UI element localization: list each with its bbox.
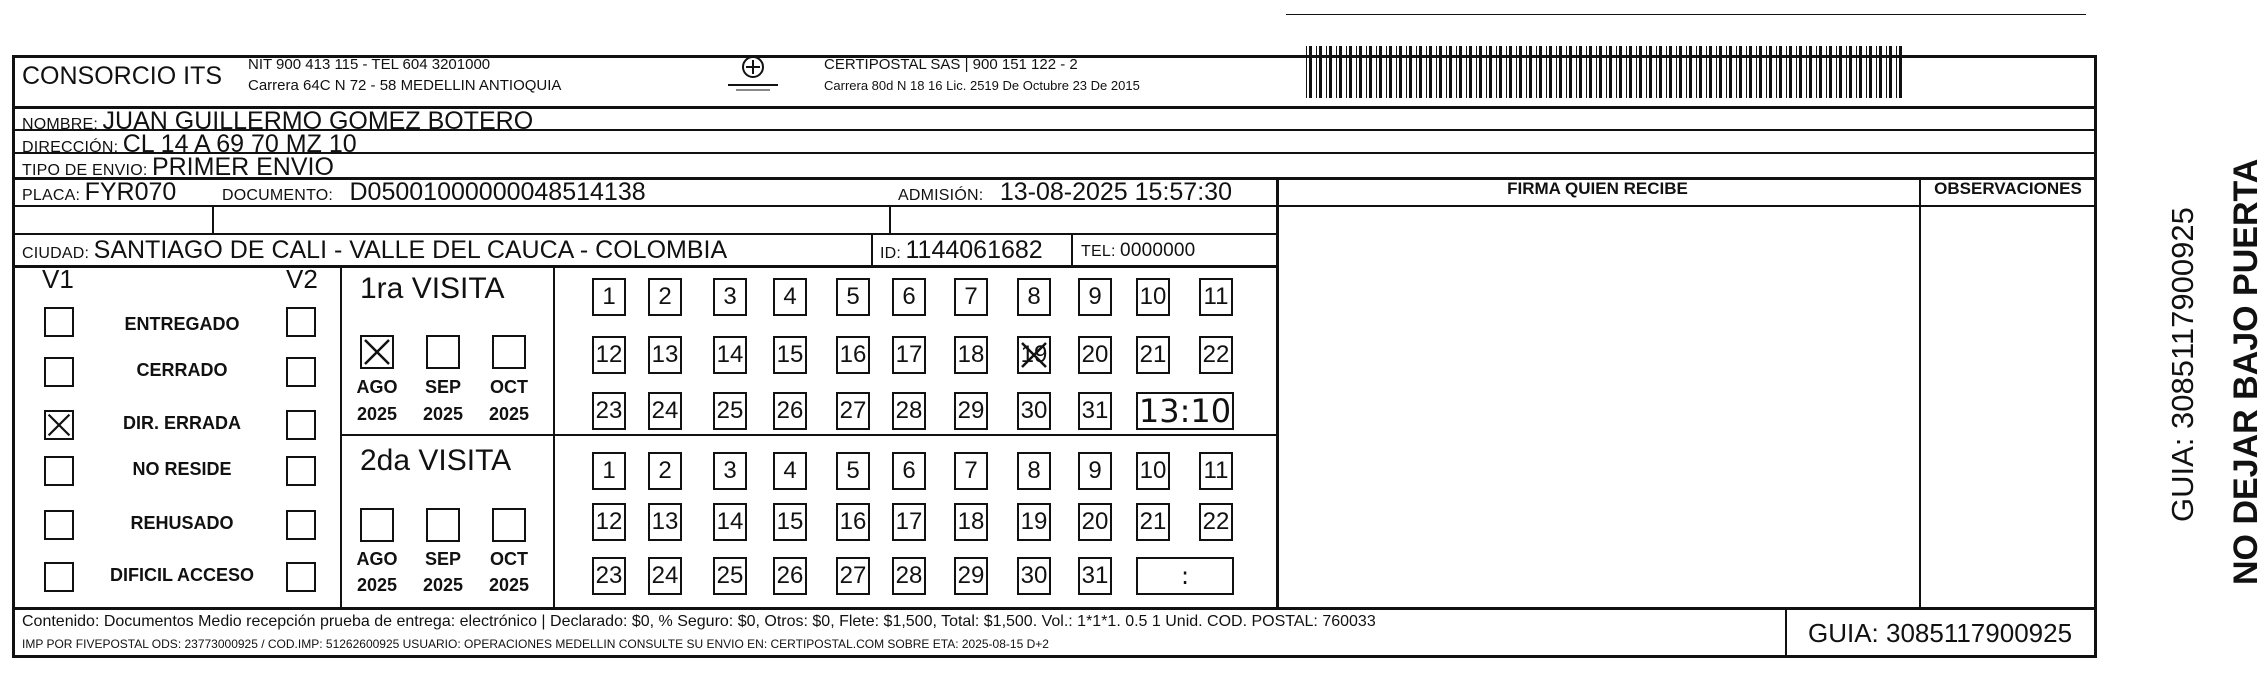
v1-checkbox[interactable]	[44, 307, 74, 337]
day-number: 9	[1088, 457, 1102, 484]
name-label: NOMBRE:	[22, 116, 99, 133]
v1-checkbox[interactable]	[44, 562, 74, 592]
v2-checkbox[interactable]	[286, 307, 316, 337]
day-checkbox[interactable]	[713, 503, 747, 541]
tel-value: 0000000	[1120, 240, 1196, 261]
day-number: 5	[846, 283, 860, 310]
day-checkbox[interactable]	[773, 336, 807, 374]
v2-checkbox[interactable]	[286, 510, 316, 540]
footer-imp: IMP POR FIVEPOSTAL ODS: 23773000925 / COD.IMP: 51262600925 USUARIO: OPERACIONES MEDELLIN CONSULTE SU ENVIO EN: CERTIPOSTAL.COM SOBRE ETA: 2025-08-15 D+2	[22, 637, 1049, 651]
day-checkbox[interactable]	[773, 278, 807, 316]
signature-area[interactable]	[1279, 207, 1917, 605]
day-number: 10	[1139, 457, 1167, 484]
year-label: 2025	[356, 575, 398, 595]
day-number: 9	[1088, 283, 1102, 310]
second-visit-time[interactable]: :	[1136, 557, 1234, 595]
tel-cell	[1081, 240, 1195, 262]
admission-value: 13-08-2025 15:57:30	[999, 178, 1232, 206]
month-checkbox[interactable]	[360, 335, 394, 369]
month-label: OCT	[490, 377, 528, 397]
day-checkbox[interactable]	[954, 392, 988, 430]
day-number: 20	[1081, 508, 1109, 535]
send-type-value: PRIMER ENVIO	[151, 153, 334, 181]
day-number: 3	[723, 283, 737, 310]
day-number: 29	[957, 562, 985, 589]
x-mark-icon	[46, 412, 72, 438]
day-number: 23	[595, 397, 623, 424]
day-checkbox[interactable]	[954, 503, 988, 541]
day-number: 19	[1020, 341, 1048, 368]
footer-guide: GUIA: 3085117900925	[1807, 618, 2073, 648]
send-type-label: TIPO DE ENVIO:	[22, 162, 148, 179]
day-checkbox[interactable]	[954, 278, 988, 316]
month-checkbox[interactable]	[426, 508, 460, 542]
day-checkbox[interactable]	[836, 557, 870, 595]
day-checkbox[interactable]	[648, 557, 682, 595]
day-number: 10	[1139, 283, 1167, 310]
carrier-license: Carrera 80d N 18 16 Lic. 2519 De Octubre 23 De 2015	[824, 78, 1140, 93]
day-checkbox[interactable]	[773, 557, 807, 595]
month-checkbox[interactable]	[426, 335, 460, 369]
day-number: 22	[1202, 341, 1230, 368]
day-checkbox[interactable]	[1136, 452, 1170, 490]
day-number: 30	[1020, 397, 1048, 424]
tel-label: TEL:	[1081, 243, 1116, 260]
day-number: 29	[957, 397, 985, 424]
day-checkbox[interactable]	[892, 557, 926, 595]
day-number: 27	[839, 397, 867, 424]
day-number: 26	[776, 562, 804, 589]
v2-checkbox[interactable]	[286, 456, 316, 486]
x-mark-icon	[362, 337, 392, 367]
day-number: 16	[839, 508, 867, 535]
day-number: 20	[1081, 341, 1109, 368]
day-number: 7	[964, 457, 978, 484]
day-checkbox[interactable]	[648, 278, 682, 316]
month-checkbox[interactable]	[360, 508, 394, 542]
day-number: 1	[602, 457, 616, 484]
day-number: 14	[716, 341, 744, 368]
day-number: 2	[658, 283, 672, 310]
day-checkbox[interactable]	[648, 503, 682, 541]
observations-area[interactable]	[1922, 207, 2095, 605]
day-checkbox[interactable]	[836, 392, 870, 430]
day-checkbox[interactable]	[592, 392, 626, 430]
day-checkbox[interactable]	[592, 452, 626, 490]
day-number: 31	[1081, 562, 1109, 589]
day-checkbox[interactable]	[1017, 503, 1051, 541]
day-checkbox[interactable]	[648, 336, 682, 374]
day-number: 22	[1202, 508, 1230, 535]
day-number: 28	[895, 562, 923, 589]
day-number: 13	[651, 341, 679, 368]
v2-checkbox[interactable]	[286, 562, 316, 592]
status-option-label: CERRADO	[136, 360, 228, 380]
day-checkbox[interactable]	[1136, 278, 1170, 316]
day-checkbox[interactable]	[892, 278, 926, 316]
day-number: 4	[783, 283, 797, 310]
day-checkbox[interactable]	[1078, 336, 1112, 374]
day-number: 17	[895, 341, 923, 368]
signature-header: FIRMA QUIEN RECIBE	[1507, 179, 1688, 198]
month-label: OCT	[490, 549, 528, 569]
address-label: DIRECCIÓN:	[22, 139, 119, 156]
day-number: 23	[595, 562, 623, 589]
id-label: ID:	[880, 245, 902, 262]
city-label: CIUDAD:	[22, 245, 90, 262]
company-address: Carrera 64C N 72 - 58 MEDELLIN ANTIOQUIA	[248, 77, 562, 94]
day-number: 3	[723, 457, 737, 484]
day-number: 8	[1027, 457, 1041, 484]
day-number: 8	[1027, 283, 1041, 310]
day-checkbox[interactable]	[892, 336, 926, 374]
month-label: AGO	[356, 549, 398, 569]
day-number: 4	[783, 457, 797, 484]
day-number: 13	[651, 508, 679, 535]
month-label: SEP	[424, 549, 462, 569]
day-number: 21	[1139, 508, 1167, 535]
day-checkbox[interactable]	[1017, 336, 1051, 374]
side-guide-number: GUIA: 3085117900925	[2165, 207, 2200, 522]
day-checkbox[interactable]	[713, 392, 747, 430]
day-checkbox[interactable]	[1078, 278, 1112, 316]
day-checkbox[interactable]	[713, 452, 747, 490]
day-checkbox[interactable]	[713, 336, 747, 374]
day-checkbox[interactable]	[954, 452, 988, 490]
document-value: D05001000000048514138	[349, 178, 646, 206]
v1-checkbox[interactable]	[44, 456, 74, 486]
day-number: 12	[595, 508, 623, 535]
v1-checkbox[interactable]	[44, 357, 74, 387]
day-number: 26	[776, 397, 804, 424]
day-number: 27	[839, 562, 867, 589]
v1-checkbox[interactable]	[44, 510, 74, 540]
day-checkbox[interactable]	[592, 557, 626, 595]
status-option-label: REHUSADO	[130, 513, 234, 533]
carrier-line: CERTIPOSTAL SAS | 900 151 122 - 2	[824, 56, 1078, 73]
v2-checkbox[interactable]	[286, 357, 316, 387]
day-number: 2	[658, 457, 672, 484]
day-number: 15	[776, 508, 804, 535]
day-checkbox[interactable]	[1199, 452, 1233, 490]
first-visit-title: 1ra VISITA	[360, 272, 505, 305]
day-checkbox[interactable]	[892, 392, 926, 430]
no-under-door-warning: NO DEJAR BAJO PUERTA	[2227, 158, 2265, 585]
day-checkbox[interactable]	[1199, 278, 1233, 316]
day-number: 24	[651, 397, 679, 424]
day-checkbox[interactable]	[836, 336, 870, 374]
v2-checkbox[interactable]	[286, 410, 316, 440]
year-label: 2025	[488, 575, 530, 595]
v1-checkbox[interactable]	[44, 410, 74, 440]
company-nit: NIT 900 413 115 - TEL 604 3201000	[248, 56, 491, 73]
year-label: 2025	[488, 404, 530, 424]
month-checkbox[interactable]	[492, 508, 526, 542]
year-label: 2025	[422, 404, 464, 424]
city-cell	[22, 236, 727, 265]
day-number: 7	[964, 283, 978, 310]
v2-label: V2	[286, 264, 318, 294]
document-cell	[222, 178, 646, 207]
id-value: 1144061682	[905, 236, 1043, 264]
day-checkbox[interactable]	[773, 503, 807, 541]
day-checkbox[interactable]	[773, 392, 807, 430]
day-number: 18	[957, 341, 985, 368]
day-checkbox[interactable]	[892, 452, 926, 490]
day-checkbox[interactable]	[1078, 557, 1112, 595]
day-number: 6	[902, 457, 916, 484]
day-checkbox[interactable]	[1136, 503, 1170, 541]
day-number: 18	[957, 508, 985, 535]
day-checkbox[interactable]	[892, 503, 926, 541]
plate-label: PLACA:	[22, 187, 81, 204]
year-label: 2025	[422, 575, 464, 595]
day-number: 11	[1203, 283, 1229, 310]
status-option-label: DIFICIL ACCESO	[109, 565, 254, 585]
day-number: 19	[1020, 508, 1048, 535]
day-number: 21	[1139, 341, 1167, 368]
day-checkbox[interactable]	[592, 503, 626, 541]
day-number: 6	[902, 283, 916, 310]
day-checkbox[interactable]	[773, 452, 807, 490]
month-checkbox[interactable]	[492, 335, 526, 369]
status-option-label: DIR. ERRADA	[122, 413, 241, 433]
day-checkbox[interactable]	[836, 503, 870, 541]
day-number: 25	[716, 397, 744, 424]
day-checkbox[interactable]	[1199, 336, 1233, 374]
day-checkbox[interactable]	[954, 336, 988, 374]
observations-header: OBSERVACIONES	[1934, 179, 2082, 198]
month-label: AGO	[356, 377, 398, 397]
id-cell	[880, 236, 1043, 265]
admission-cell	[898, 178, 1232, 207]
day-checkbox[interactable]	[1078, 452, 1112, 490]
company-name: CONSORCIO ITS	[22, 62, 223, 90]
x-mark-icon	[1019, 338, 1049, 372]
year-label: 2025	[356, 404, 398, 424]
day-checkbox[interactable]	[1017, 278, 1051, 316]
document-label: DOCUMENTO:	[222, 187, 334, 204]
plate-value: FYR070	[84, 178, 177, 206]
status-option-label: ENTREGADO	[124, 314, 240, 334]
day-checkbox[interactable]	[592, 278, 626, 316]
city-value: SANTIAGO DE CALI - VALLE DEL CAUCA - COLOMBIA	[93, 236, 728, 264]
admission-label: ADMISIÓN:	[898, 187, 984, 204]
day-number: 25	[716, 562, 744, 589]
day-number: 17	[895, 508, 923, 535]
day-number: 14	[716, 508, 744, 535]
plate-cell	[22, 178, 176, 207]
second-visit-title: 2da VISITA	[360, 444, 512, 477]
day-checkbox[interactable]	[1136, 336, 1170, 374]
day-checkbox[interactable]	[648, 392, 682, 430]
v1-label: V1	[42, 264, 74, 294]
day-checkbox[interactable]	[1017, 557, 1051, 595]
first-visit-time[interactable]: 13:10	[1136, 392, 1234, 430]
status-option-label: NO RESIDE	[132, 459, 232, 479]
day-number: 24	[651, 562, 679, 589]
day-checkbox[interactable]	[648, 452, 682, 490]
day-number: 16	[839, 341, 867, 368]
day-checkbox[interactable]	[1078, 392, 1112, 430]
day-checkbox[interactable]	[1017, 452, 1051, 490]
day-checkbox[interactable]	[954, 557, 988, 595]
day-number: 1	[602, 283, 616, 310]
day-checkbox[interactable]	[1199, 503, 1233, 541]
day-checkbox[interactable]	[713, 557, 747, 595]
day-number: 15	[776, 341, 804, 368]
day-number: 28	[895, 397, 923, 424]
day-checkbox[interactable]	[836, 452, 870, 490]
footer-contents: Contenido: Documentos Medio recepción prueba de entrega: electrónico | Declarado: $0, % Seguro: $0, Otros: $0, Flete: $1,500, Total: $1,500. Vol.: 1*1*1. 0.5 1 Unid. COD. POSTAL: 760033	[22, 613, 1376, 630]
day-checkbox[interactable]	[713, 278, 747, 316]
month-label: SEP	[424, 377, 462, 397]
day-checkbox[interactable]	[836, 278, 870, 316]
day-number: 31	[1081, 397, 1109, 424]
address-value: CL 14 A 69 70 MZ 10	[122, 130, 357, 158]
day-number: 5	[846, 457, 860, 484]
day-checkbox[interactable]	[1017, 392, 1051, 430]
day-number: 30	[1020, 562, 1048, 589]
day-number: 11	[1203, 457, 1229, 484]
day-checkbox[interactable]	[1078, 503, 1112, 541]
name-value: JUAN GUILLERMO GOMEZ BOTERO	[102, 107, 534, 135]
day-checkbox[interactable]	[592, 336, 626, 374]
day-number: 12	[595, 341, 623, 368]
